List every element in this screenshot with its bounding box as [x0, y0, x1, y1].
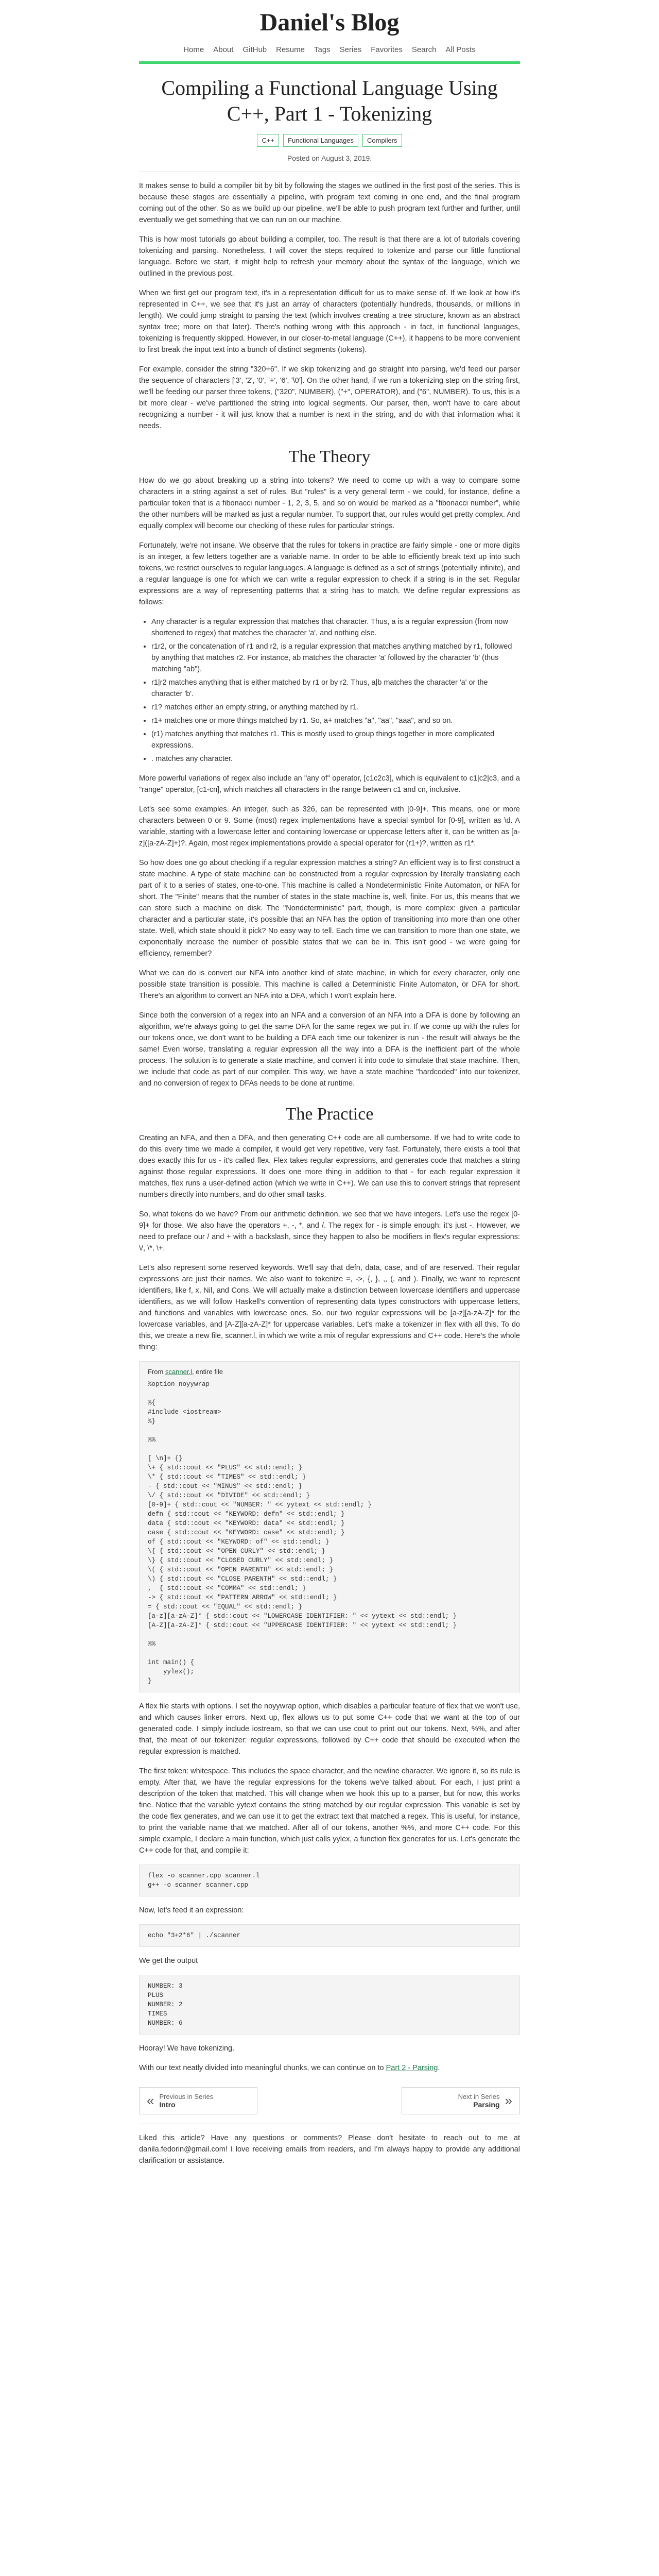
theory-paragraph-7: Since both the conversion of a regex into an NFA and a conversion of an NFA into a DFA is done by following an algorithm, we're always going to get the same DFA for the same regex we put in. If we come up with the rules for our tokens once, we don't want to be building a DFA each time our tokenizer is run - the result will always be the same! Even worse, translating a regular expression all the way into a DFA is the inefficient part of the whole process. The solution is to generate a state machine, and convert it into code to simulate that state machine. Then, we include that code as part of our compiler. This way, we have a state machine "hardcoded" into our tokenizer, and no conversion of regex to DFAs needs to be done at runtime.	[139, 1011, 520, 1088]
intro-paragraph-4: For example, consider the string "320+6". If we skip tokenizing and go straight into parsing, we'd feed our parser the sequence of characters ['3', '2', '0', '+', '6', '\0']. On the other hand, if we run a tokenizing step on the string first, we'll be feeding our parser three tokens, ("320", NUMBER), ("+", OPERATOR), and ("6", NUMBER). To us, this is a bit more clear - we've partitioned the string into logical segments. Our parser, then, won't have to care about recognizing a number - it will just know that a number is next in the string, and do with that information what it needs.	[139, 365, 520, 430]
compile-code-block	[139, 1865, 520, 1896]
post-title: Compiling a Functional Language Using C++, Part 1 - Tokenizing	[161, 76, 498, 125]
practice-paragraph-6: Now, let's feed it an expression:	[139, 1906, 244, 1914]
tag-cpp[interactable]: C++	[257, 134, 279, 147]
nav-resume[interactable]: Resume	[276, 45, 305, 54]
intro-paragraph-2: This is how most tutorials go about building a compiler, too. The result is that there are a lot of tutorials covering tokenizing and parsing. Nonetheless, I will cover the steps required to tokenize and parse our little functional language. Before we start, it might help to refresh your memory about the syntax of the language, which we outlined in the previous post.	[139, 235, 520, 278]
footer-text: Liked this article? Have any questions or comments? Please don't hesitate to reach out to me at danila.fedorin@gmail.com! I love receiving emails from readers, and I'm always happy to provide any additional clarification or assistance.	[139, 2134, 520, 2165]
intro-paragraph-3: When we first get our program text, it's in a representation difficult for us to make sense of. If we look at how it's represented in C++, we see that it's just an array of characters (potentially hundreds, thousands, or millions in length). We could jump straight to parsing the text (which involves creating a tree structure, known as an abstract syntax tree; more on that later). There's nothing wrong with this approach - in fact, in functional languages, tokenizing is frequently skipped. However, in our closer-to-metal language (C++), it happens to be more convenient to first break the input text into a bunch of distinct segments (tokens).	[139, 289, 520, 354]
previous-in-series-button[interactable]	[139, 2087, 257, 2114]
practice-paragraph-8: Hooray! We have tokenizing.	[139, 2044, 235, 2053]
run-code-block	[139, 1924, 520, 1947]
code-caption-prefix: From	[148, 1368, 165, 1376]
practice-paragraph-1: Creating an NFA, and then a DFA, and then generating C++ code are all cumbersome. If we had to write code to do this every time we made a compiler, it would get very repetitive, very fast. Fortunately, there exists a tool that does exactly this for us - it's called flex. Flex takes regular expressions, and generates code that matches a string against those regular expressions. It does one more thing in addition to that - for each regular expression it matches, flex runs a user-defined action (which we write in C++). We can use this to convert strings that represent numbers directly into numbers, and do other small tasks.	[139, 1134, 520, 1199]
practice-paragraph-9	[139, 2062, 520, 2074]
theory-paragraph-3: More powerful variations of regex also include an "any of" operator, [c1c2c3], which is equivalent to c1|c2|c3, and a "range" operator, [c1-cn], which matches all characters in the range between c1 and cn, inclusive.	[139, 774, 520, 794]
tag-compilers[interactable]: Compilers	[362, 134, 402, 147]
nav-favorites[interactable]: Favorites	[371, 45, 403, 54]
theory-heading: The Theory	[288, 447, 371, 466]
next-in-series-button[interactable]	[402, 2087, 520, 2114]
tag-list	[139, 134, 520, 147]
practice-paragraph-7: We get the output	[139, 1957, 198, 1965]
series-navigation	[139, 2087, 520, 2114]
nav-series[interactable]: Series	[339, 45, 362, 54]
scanner-file-link[interactable]: scanner.l	[165, 1368, 192, 1376]
regex-rule-item: • r1|r2 matches anything that is either matched by r1 or by r2. Thus, a|b matches the character 'a' or the character 'b'.	[151, 677, 520, 700]
practice-paragraph-2: So, what tokens do we have? From our arithmetic definition, we see that we have integers. Let's use the regex [0-9]+ for those. We also have the operators +, -, *, and /. The regex for - is simple enough: it's just -. However, we need to preface our / and + with a backslash, since they happen to also be modifiers in flex's regular expressions: \/, \*, \+.	[139, 1210, 520, 1252]
practice-paragraph-5: The first token: whitespace. This includes the space character, and the newline character. We ignore it, so its rule is empty. After that, we have the regular expressions for the tokens we've talked about. For each, I just print a description of the token that matched. This will change when we hook this up to a parser, but for now, this works fine. Notice that the variable yytext contains the string matched by our regular expression. This variable is set by the code flex generates, and we can use it to get the extract text that matched a regex. This is useful, for instance, to print the variable name that we matched. After all of our tokens, another %%, and more C++ code. For this simple example, I declare a main function, which just calls yylex, a function flex generates for us. Let's generate the C++ code for that, and compile it:	[139, 1767, 520, 1855]
nav-github[interactable]: GitHub	[242, 45, 267, 54]
nav-all-posts[interactable]: All Posts	[445, 45, 476, 54]
practice-heading: The Practice	[285, 1105, 374, 1124]
intro-paragraph-1: It makes sense to build a compiler bit by bit by following the stages we outlined in the first post of the series. This is because these stages are essentially a pipeline, with program text coming in one end, and the final program coming out of the other. So as we build up our pipeline, we'll be able to push program text further and further, until eventually we get something that we can run on our machine.	[139, 182, 520, 224]
regex-rule-item: • (r1) matches anything that matches r1. This is mostly used to group things together in more complicated expressions.	[151, 728, 520, 751]
next-title: Parsing	[473, 2100, 500, 2109]
code-caption-suffix: , entire file	[192, 1368, 223, 1376]
regex-rules-list	[139, 616, 520, 765]
theory-paragraph-1: How do we go about breaking up a string into tokens? We need to come up with a way to compare some characters in a string against a set of rules. But "rules" is a very general term - we could, for instance, define a particular token that is a fibonacci number - 1, 2, 3, 5, and so on would be marked as a "fibonacci number", while the other numbers will be marked as just a regular number. To support that, our rules would get pretty complex. And equally complex will become our checking of these rules for particular strings.	[139, 477, 520, 530]
theory-paragraph-2: Fortunately, we're not insane. We observe that the rules for tokens in practice are fairly simple - one or more digits is an integer, a few letters together are a variable name. In order to be able to efficiently break text up into such tokens, we restrict ourselves to regular languages. A language is defined as a set of strings (potentially infinite), and a regular language is one for which we can write a regular expression to check if a string is in the set. Regular expressions are a way of representing patterns that a string has to match. We define regular expressions as follows:	[139, 541, 520, 606]
next-part-prefix: With our text neatly divided into meaningful chunks, we can continue on to	[139, 2064, 386, 2072]
regex-rule-item: • r1? matches either an empty string, or anything matched by r1.	[151, 702, 520, 713]
regex-rule-item: • . matches any character.	[151, 753, 520, 765]
regex-rule-item: • Any character is a regular expression that matches that character. Thus, a is a regular expression (from now shortened to regex) that matches the character 'a', and nothing else.	[151, 616, 520, 639]
site-title[interactable]: Daniel's Blog	[259, 9, 400, 36]
previous-title: Intro	[159, 2100, 176, 2109]
theory-paragraph-6: What we can do is convert our NFA into another kind of state machine, in which for every character, only one possible state transition is possible. This machine is called a Deterministic Finite Automaton, or DFA for short. There's an algorithm to convert an NFA into a DFA, which I won't explain here.	[139, 969, 520, 1000]
regex-rule-item: • r1r2, or the concatenation of r1 and r2, is a regular expression that matches anything matched by r1, followed by anything that matches r2. For instance, ab matches the character 'a' followed by the character 'b' (thus matching "ab").	[151, 641, 520, 675]
tag-functional-languages[interactable]: Functional Languages	[283, 134, 358, 147]
code-caption	[148, 1368, 511, 1376]
main-nav	[139, 45, 520, 54]
theory-paragraph-4: Let's see some examples. An integer, such as 326, can be represented with [0-9]+. This means, one or more characters between 0 or 9. Some (most) regex implementations have a special symbol for [0-9], written as \d. A variable, starting with a lowercase letter and containing lowercase or uppercase letters after it, can be written as [a-z]([a-zA-Z]+)?. Again, most regex implementations provide a special operator for (r1+)?, written as r1*.	[139, 805, 520, 848]
theory-paragraph-5: So how does one go about checking if a regular expression matches a string? An efficient way is to first construct a state machine. A type of state machine can be constructed from a regular expression by literally translating each part of it to a series of states, one-to-one. This machine is called a Nondeterministic Finite Automaton, or NFA for short. The "Finite" means that the number of states in the state machine is, well, finite. For us, this means that we can store such a machine on disk. The "Nondeterministic" part, though, is more complex: given a particular character and a particular state, it's possible that an NFA has the option of transitioning into more than one other state. Well, which state should it pick? No easy way to tell. Each time we can transition to more than one state, we exponentially increase the number of possible states that we can be in. This isn't good - we were going for efficiency, remember?	[139, 859, 520, 958]
next-part-link[interactable]: Part 2 - Parsing	[386, 2064, 438, 2072]
previous-label: Previous in Series	[159, 2093, 214, 2100]
next-label: Next in Series	[458, 2093, 500, 2100]
regex-rule-item: • r1+ matches one or more things matched by r1. So, a+ matches "a", "aa", "aaa", and so on.	[151, 715, 520, 726]
page-container	[139, 0, 520, 2166]
run-code: echo "3+2*6" | ./scanner	[148, 1932, 241, 1939]
output-code: NUMBER: 3 PLUS NUMBER: 2 TIMES NUMBER: 6	[148, 1982, 183, 2027]
scanner-code: %option noyywrap %{ #include <iostream> %} %% [ \n]+ {} \+ { std::cout << "PLUS" << std::endl; } \* { std::cout << "TIMES" << std::endl; } - { std::cout << "MINUS" << std::endl; } \/ { std::cout << "DIVIDE" << std::endl; } [0-9]+ { std::cout << "NUMBER: " << yytext << std::endl; } defn { std::cout << "KEYWORD: defn" << std::endl; } data { std::cout << "KEYWORD: data" << std::endl; } case { std::cout << "KEYWORD: case" << std::endl; } of { std::cout << "KEYWORD: of" << std::endl; } \{ { std::cout << "OPEN CURLY" << std::endl; } \} { std::cout << "CLOSED CURLY" << std::endl; } \( { std::cout << "OPEN PARENTH" << std::endl; } \) { std::cout << "CLOSE PARENTH" << std::endl; } , { std::cout << "COMMA" << std::endl; } -> { std::cout << "PATTERN ARROW" << std::endl; } = { std::cout << "EQUAL" << std::endl; } [a-z][a-zA-Z]* { std::cout << "LOWERCASE IDENTIFIER: " << yytext << std::endl; } [A-Z][a-zA-Z]* { std::cout << "UPPERCASE IDENTIFIER: " << yytext << std::endl; } %% int main() { yylex(); }	[148, 1381, 457, 1685]
post-date: Posted on August 3, 2019.	[287, 154, 372, 162]
nav-tags[interactable]: Tags	[314, 45, 331, 54]
chevron-left-icon: «	[147, 2093, 154, 2108]
practice-paragraph-4: A flex file starts with options. I set the noyywrap option, which disables a particular feature of flex that we won't use, and which causes linker errors. Next up, flex allows us to put some C++ code that we want at the top of our generated code. I simply include iostream, so that we can use cout to print out our tokens. Next, %%, and after that, the meat of our tokenizer: regular expressions, followed by C++ code that should be executed when the regular expression is matched.	[139, 1702, 520, 1756]
scanner-code-block	[139, 1361, 520, 1692]
header-divider	[139, 61, 520, 64]
compile-code: flex -o scanner.cpp scanner.l g++ -o scanner scanner.cpp	[148, 1872, 260, 1889]
next-part-suffix: .	[438, 2064, 440, 2072]
practice-paragraph-3: Let's also represent some reserved keywords. We'll say that defn, data, case, and of are reserved. Their regular expressions are just their names. We also want to tokenize =, ->, {, }, ,, (, and ). Finally, we want to represent identifiers, like f, x, Nil, and Cons. We will actually make a distinction between lowercase identifiers and uppercase identifiers, as we will follow Haskell's convention of representing data types constructors with uppercase letters, and functions and variables with lowercase ones. So, our two regular expressions will be [a-z][a-zA-Z]* for the lowercase variables, and [A-Z][a-zA-Z]* for uppercase variables. Let's make a tokenizer in flex with all this. To do this, we create a new file, scanner.l, in which we write a mix of regular expressions and C++ code. Here's the whole thing:	[139, 1264, 520, 1351]
nav-search[interactable]: Search	[411, 45, 437, 54]
nav-home[interactable]: Home	[183, 45, 204, 54]
output-code-block	[139, 1975, 520, 2035]
chevron-right-icon: »	[505, 2093, 512, 2108]
nav-about[interactable]: About	[213, 45, 234, 54]
